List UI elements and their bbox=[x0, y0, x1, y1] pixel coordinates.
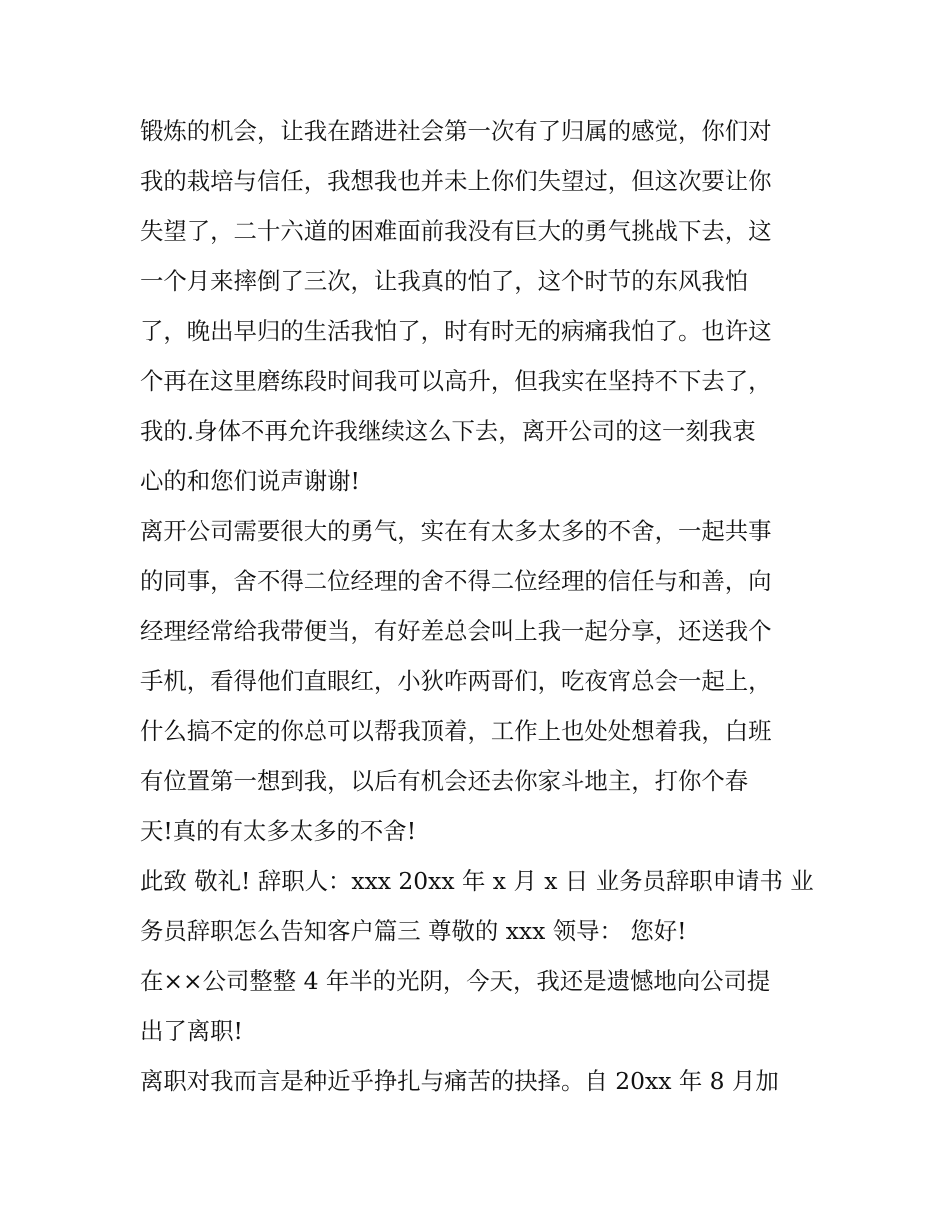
text-line: 了，晚出早归的生活我怕了，时有时无的病痛我怕了。也许这 bbox=[140, 317, 772, 345]
text-line: 失望了，二十六道的困难面前我没有巨大的勇气挑战下去，这 bbox=[140, 217, 772, 245]
text-line: 个再在这里磨练段时间我可以高升，但我实在坚持不下去了， bbox=[140, 367, 772, 395]
text-line: 的同事，舍不得二位经理的舍不得二位经理的信任与和善，向 bbox=[140, 567, 772, 595]
text-line: 经理经常给我带便当，有好差总会叫上我一起分享，还送我个 bbox=[140, 617, 772, 645]
text-line: 离职对我而言是种近乎挣扎与痛苦的抉择。自 20xx 年 8 月加 bbox=[140, 1067, 779, 1095]
text-line: 心的和您们说声谢谢! bbox=[140, 467, 360, 495]
text-line: 有位置第一想到我，以后有机会还去你家斗地主，打你个春 bbox=[140, 767, 749, 795]
text-line: 一个月来摔倒了三次，让我真的怕了，这个时节的东风我怕 bbox=[140, 267, 749, 295]
text-line: 出了离职! bbox=[140, 1017, 243, 1045]
document-body bbox=[140, 106, 815, 1106]
text-line: 此致 敬礼! 辞职人：xxx 20xx 年 x 月 x 日 业务员辞职申请书 业 bbox=[140, 867, 814, 895]
text-line: 离开公司需要很大的勇气，实在有太多太多的不舍，一起共事 bbox=[140, 517, 772, 545]
text-line: 在××公司整整 4 年半的光阴，今天，我还是遗憾地向公司提 bbox=[140, 967, 771, 995]
text-line: 我的.身体不再允许我继续这么下去，离开公司的这一刻我衷 bbox=[140, 417, 756, 445]
text-line: 务员辞职怎么告知客户篇三 尊敬的 xxx 领导： 您好! bbox=[140, 917, 687, 945]
text-line: 锻炼的机会，让我在踏进社会第一次有了归属的感觉，你们对 bbox=[140, 117, 772, 145]
text-line: 天!真的有太多太多的不舍! bbox=[140, 817, 417, 845]
text-line: 什么搞不定的你总可以帮我顶着，工作上也处处想着我，白班 bbox=[140, 717, 772, 745]
text-line: 我的栽培与信任，我想我也并未上你们失望过，但这次要让你 bbox=[140, 167, 772, 195]
text-line: 手机，看得他们直眼红，小狄咋两哥们，吃夜宵总会一起上， bbox=[140, 667, 772, 695]
